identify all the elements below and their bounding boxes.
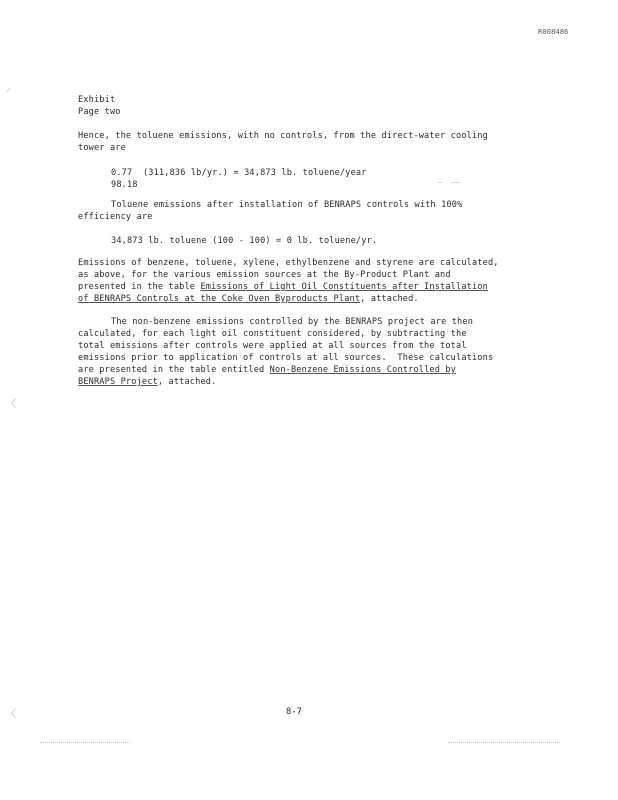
para4-line3: total emissions after controls were applied at all sources from the total [78,341,467,351]
scan-smudge: — —— [438,178,460,186]
footer-artifact-right [448,742,560,743]
para1-line1: Hence, the toluene emissions, with no controls, from the direct-water cooling [78,131,488,141]
para3-line4 [78,293,419,306]
para3-line2: as above, for the various emission sources at the By-Product Plant and [78,270,451,280]
para4-line2: calculated, for each light oil constituent considered, by subtracting the [78,329,467,339]
para4-line4: emissions prior to application of controls at all sources. These calculations [78,353,494,363]
footer-artifact-left [40,742,130,743]
equation2-line1: 34,873 lb. toluene (100 - 100) = 0 lb. toluene/yr. [111,236,378,246]
table-title-non-benzene-cont: BENRAPS Project [78,377,158,387]
document-id: R008486 [538,28,569,36]
table-title-emissions: Emissions of Light Oil Constituents after Installation [200,282,488,292]
exhibit-label: Exhibit [78,95,116,105]
para3-line3-text: presented in the table [78,282,201,292]
para1-line2: tower are [78,143,126,153]
para4-line1: The non-benzene emissions controlled by the BENRAPS project are then [111,317,474,327]
equation1-line1: 0.77 (311,836 lb/yr.) = 34,873 lb. toluene/year [111,168,367,178]
para2-line2: efficiency are [78,212,153,222]
page-number: 8-7 [286,707,302,717]
para4-line6 [78,376,216,389]
table-title-non-benzene: Non-Benzene Emissions Controlled by [269,365,457,375]
para4-line6-tail: , attached. [157,377,217,387]
para2-line1: Toluene emissions after installation of BENRAPS controls with 100% [111,200,463,210]
scan-mark-top: ⸝ [6,83,11,94]
equation1-line2: 98.18 [111,180,138,190]
scan-mark-bottom: 〈 [6,709,16,720]
para4-line5-text: are presented in the table entitled [78,365,270,375]
scan-mark-middle: 〈 [6,399,16,410]
table-title-emissions-cont: of BENRAPS Controls at the Coke Oven Byproducts Plant [78,294,361,304]
exhibit-page: Page two [78,107,121,117]
para3-line4-tail: , attached. [360,294,419,304]
para3-line1: Emissions of benzene, toluene, xylene, ethylbenzene and styrene are calculated, [78,258,499,268]
